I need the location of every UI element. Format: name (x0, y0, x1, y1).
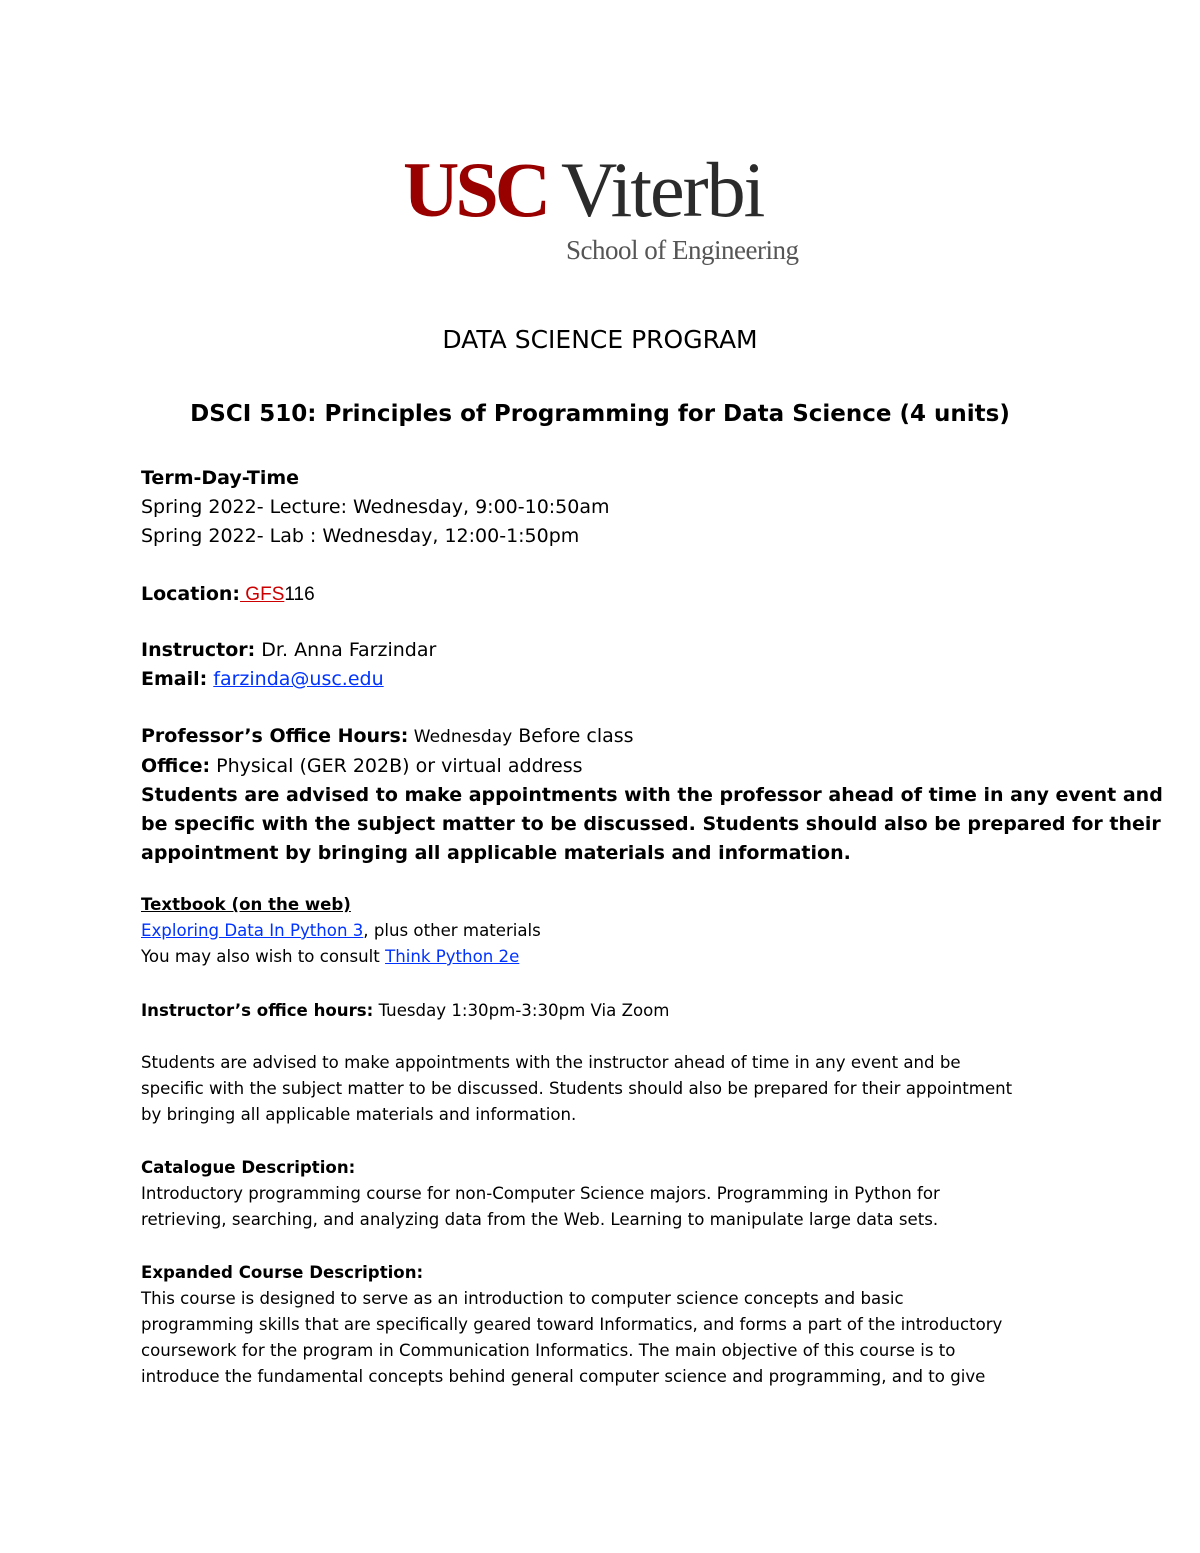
catalogue-line2: retrieving, searching, and analyzing data from the Web. Learning to manipulate large data sets. (141, 1210, 939, 1229)
logo-viterbi-text: Viterbi (561, 146, 764, 233)
expanded-line3: coursework for the program in Communication Informatics. The main objective of this course is to (141, 1341, 956, 1360)
office-advice-line3: appointment by bringing all applicable materials and information. (141, 842, 851, 864)
course-title: DSCI 510: Principles of Programming for Data Science (4 units) (190, 401, 1010, 427)
term-heading: Term-Day-Time (141, 467, 300, 489)
textbook-section (141, 892, 1081, 970)
location-building-link[interactable]: GFS (240, 584, 285, 605)
instructor-hours-line (141, 998, 1081, 1024)
think-python-link[interactable]: Think Python 2e (385, 947, 520, 966)
catalogue-line1: Introductory programming course for non-Computer Science majors. Programming in Python for (141, 1184, 940, 1203)
textbook-consult-prefix: You may also wish to consult (141, 947, 386, 966)
email-link[interactable]: farzinda@usc.edu (213, 668, 384, 690)
instructor-hours-value: Tuesday 1:30pm-3:30pm Via Zoom (373, 1001, 670, 1020)
textbook-line1-suffix: , plus other materials (363, 921, 541, 940)
logo-usc-text: USC (403, 146, 548, 233)
office-hours-when: Before class (512, 725, 634, 747)
term-section (141, 464, 1081, 551)
term-lab: Spring 2022- Lab : Wednesday, 12:00-1:50pm (141, 525, 580, 547)
term-lecture: Spring 2022- Lecture: Wednesday, 9:00-10:50am (141, 496, 610, 518)
textbook-heading: Textbook (on the web) (141, 895, 351, 914)
instructor-label: Instructor: (141, 639, 256, 661)
exploring-data-link[interactable]: Exploring Data In Python 3 (141, 921, 364, 940)
location-label: Location: (141, 583, 241, 605)
office-line (141, 752, 1081, 781)
expanded-line1: This course is designed to serve as an introduction to computer science concepts and basic (141, 1289, 904, 1308)
instructor-advice-line2: specific with the subject matter to be discussed. Students should also be prepared for their appointment (141, 1079, 1013, 1098)
expanded-line2: programming skills that are specifically geared toward Informatics, and forms a part of the introductory (141, 1315, 1003, 1334)
instructor-section (141, 636, 1081, 694)
email-line (141, 665, 1081, 694)
instructor-advice-line1: Students are advised to make appointments with the instructor ahead of time in any event and be (141, 1053, 961, 1072)
office-advice-line2: be specific with the subject matter to be discussed. Students should also be prepared for their (141, 813, 1161, 835)
textbook-line1 (141, 918, 1081, 944)
instructor-hours-label: Instructor’s office hours: (141, 1001, 374, 1020)
office-hours-day: Wednesday (408, 727, 513, 747)
instructor-advice (141, 1050, 1081, 1128)
expanded-heading: Expanded Course Description: (141, 1263, 424, 1282)
office-section (141, 722, 1163, 868)
instructor-name: Dr. Anna Farzindar (255, 639, 437, 661)
office-hours-line (141, 722, 1081, 752)
office-hours-label: Professor’s Office Hours: (141, 725, 409, 747)
catalogue-heading: Catalogue Description: (141, 1158, 356, 1177)
expanded-line4: introduce the fundamental concepts behind general computer science and programming, and to give (141, 1367, 986, 1386)
location-line (141, 580, 1081, 609)
location-room: 116 (284, 584, 315, 605)
program-title: DATA SCIENCE PROGRAM (442, 325, 758, 354)
office-label: Office: (141, 755, 211, 777)
logo-school-text: School of Engineering (566, 235, 799, 265)
usc-viterbi-logo (403, 146, 803, 270)
textbook-line2 (141, 944, 1081, 970)
office-value: Physical (GER 202B) or virtual address (210, 755, 583, 777)
email-label: Email: (141, 668, 208, 690)
expanded-section (141, 1260, 1081, 1390)
office-advice-line1: Students are advised to make appointments with the professor ahead of time in any event and (141, 784, 1163, 806)
catalogue-section (141, 1155, 1081, 1233)
instructor-line (141, 636, 1081, 665)
instructor-advice-line3: by bringing all applicable materials and information. (141, 1105, 577, 1124)
